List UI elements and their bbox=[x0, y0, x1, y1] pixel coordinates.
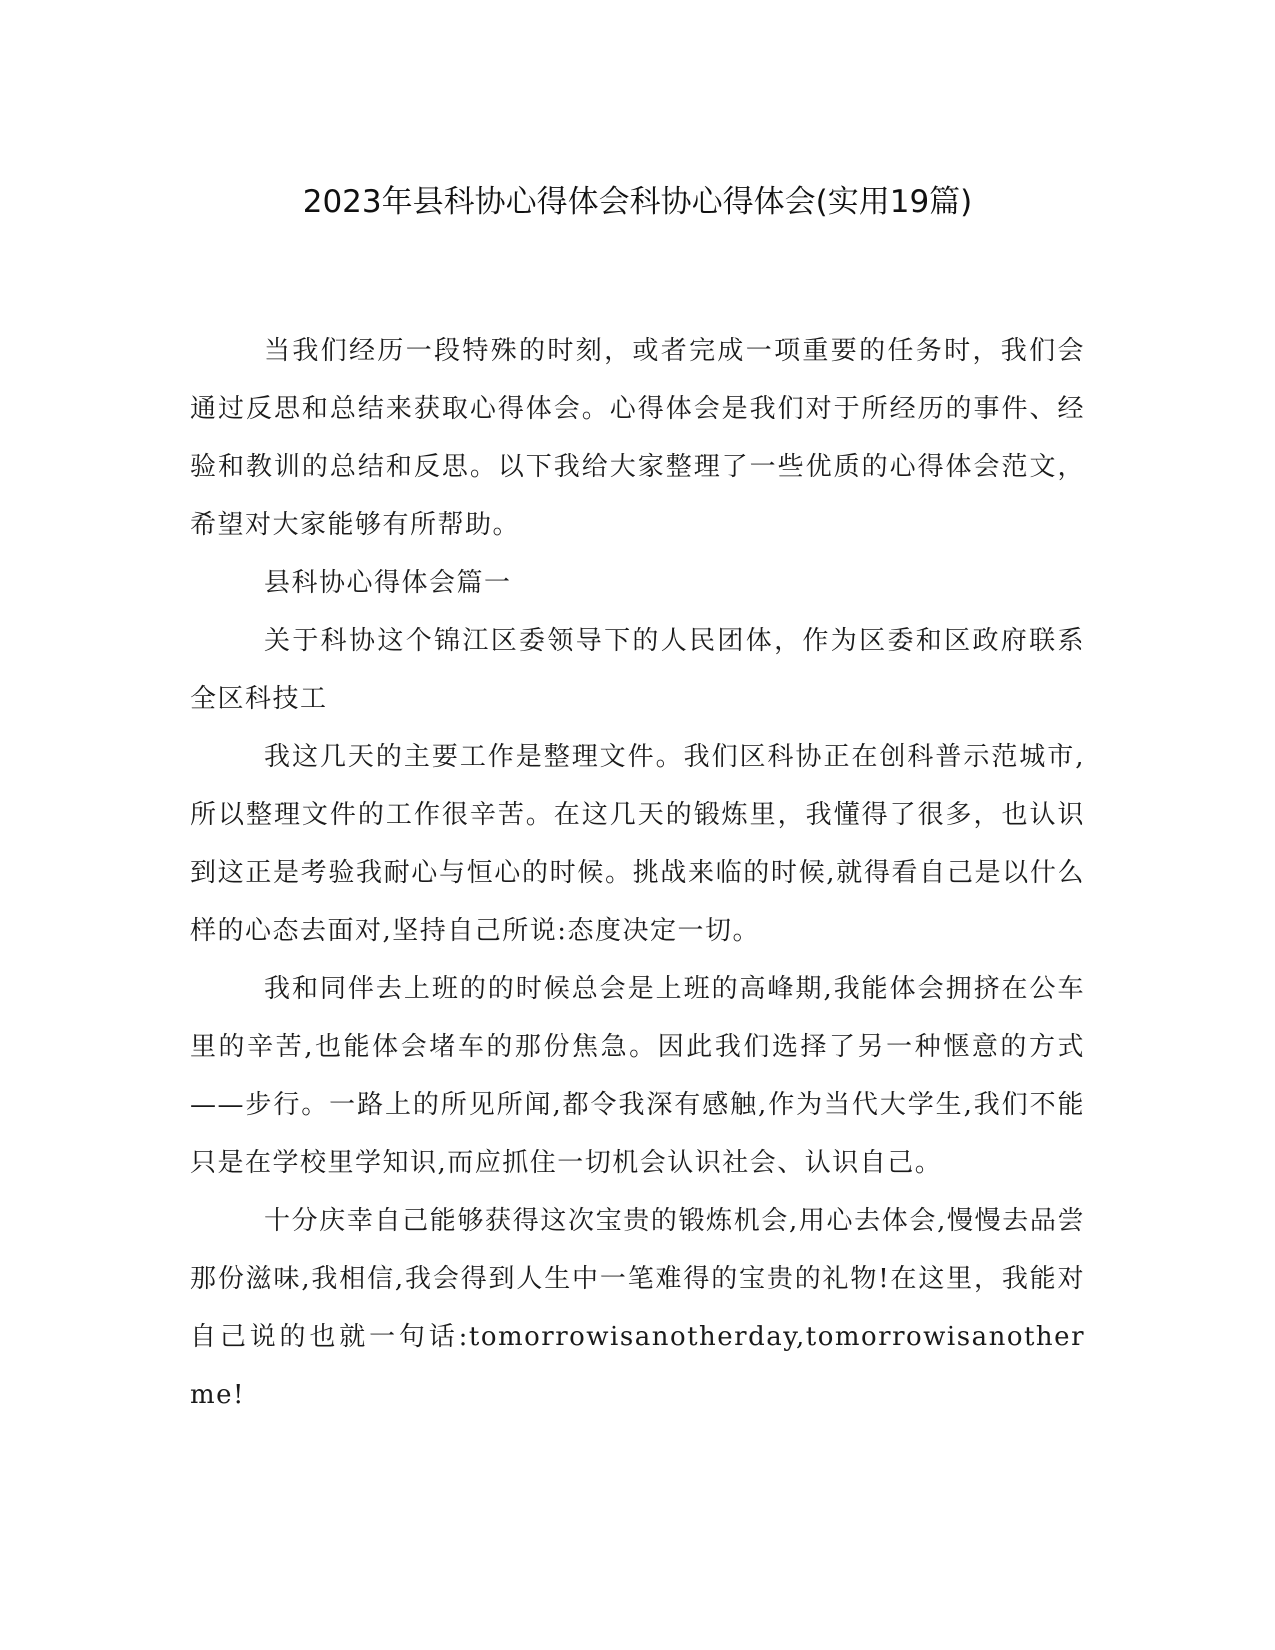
paragraph-work: 我这几天的主要工作是整理文件。我们区科协正在创科普示范城市,所以整理文件的工作很辛苦。在这几天的锻炼里，我懂得了很多，也认识到这正是考验我耐心与恒心的时候。挑战来临的时候,就得看自己是以什么样的心态去面对,坚持自己所说:态度决定一切。 bbox=[190, 742, 1085, 946]
paragraph-about-kexie: 关于科协这个锦江区委领导下的人民团体，作为区委和区政府联系全区科技工 bbox=[190, 626, 1085, 714]
section-heading-1: 县科协心得体会篇一 bbox=[264, 568, 512, 598]
paragraph-conclusion: 十分庆幸自己能够获得这次宝贵的锻炼机会,用心去体会,慢慢去品尝那份滋味,我相信,我会得到人生中一笔难得的宝贵的礼物!在这里，我能对自己说的也就一句话:tomorrowisanotherday,tomorrowisanotherme! bbox=[190, 1206, 1085, 1410]
paragraph-commute: 我和同伴去上班的的时候总会是上班的高峰期,我能体会拥挤在公车里的辛苦,也能体会堵车的那份焦急。因此我们选择了另一种惬意的方式——步行。一路上的所见所闻,都令我深有感触,作为当代大学生,我们不能只是在学校里学知识,而应抓住一切机会认识社会、认识自己。 bbox=[190, 974, 1085, 1178]
document-title: 2023年县科协心得体会科协心得体会(实用19篇) bbox=[302, 184, 973, 220]
paragraph-intro: 当我们经历一段特殊的时刻，或者完成一项重要的任务时，我们会通过反思和总结来获取心得体会。心得体会是我们对于所经历的事件、经验和教训的总结和反思。以下我给大家整理了一些优质的心得体会范文，希望对大家能够有所帮助。 bbox=[190, 336, 1085, 540]
document-body bbox=[190, 322, 1085, 1424]
